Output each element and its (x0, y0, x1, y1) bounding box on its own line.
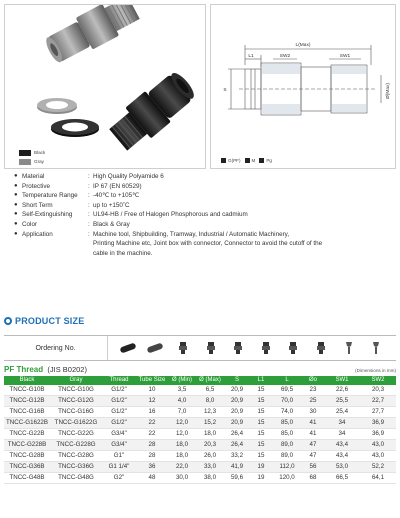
table-cell: 26,4 (224, 429, 250, 440)
table-cell: 34 (324, 418, 360, 429)
spec-key: Color (22, 220, 38, 228)
table-row (4, 462, 396, 473)
table-cell: 48 (136, 473, 168, 484)
ordering-row (4, 335, 396, 361)
finish-legend-item (19, 148, 45, 157)
table-cell: 26,0 (196, 451, 224, 462)
table-cell: 85,0 (272, 418, 302, 429)
spec-key: Protective (22, 182, 50, 190)
table-cell: TNCC-G1622B (4, 418, 50, 429)
column-header: S (224, 376, 250, 385)
table-cell: 10 (136, 385, 168, 396)
table-cell: 22,6 (324, 385, 360, 396)
table-cell: 8,0 (196, 396, 224, 407)
thread-type: PF Thread (4, 365, 44, 374)
table-cell: TNCC-G10B (4, 385, 50, 396)
table-cell: 22 (136, 429, 168, 440)
bullet-icon: ● (14, 201, 18, 208)
column-header: SW1 (324, 376, 360, 385)
thread-standard-title (4, 365, 87, 374)
table-cell: 33,0 (196, 462, 224, 473)
spec-row-continued (14, 239, 394, 249)
product-size-table (4, 335, 396, 484)
table-cell: 20,9 (224, 396, 250, 407)
table-cell: G2" (102, 473, 136, 484)
table-cell: 41,9 (224, 462, 250, 473)
table-cell: TNCC-G228G (50, 440, 102, 451)
table-row (4, 385, 396, 396)
dim-label: S (223, 88, 227, 93)
table-cell: 27,7 (360, 407, 396, 418)
table-cell: 15,2 (196, 418, 224, 429)
table-cell: TNCC-G12B (4, 396, 50, 407)
fitting-icon (257, 341, 275, 355)
spec-value: Printing Machine etc, Joint box with connector, Connector to avoid the cutoff of the (93, 240, 323, 248)
spec-value: up to +150˚C (93, 201, 130, 209)
fitting-icon (174, 341, 192, 355)
table-row (4, 451, 396, 462)
table-cell: 38,0 (196, 473, 224, 484)
dim-label: SW2 (279, 54, 291, 59)
table-cell: 47 (302, 440, 324, 451)
table-cell: 15 (250, 440, 272, 451)
spec-list (14, 172, 394, 258)
color-swatch (19, 150, 31, 156)
section-heading (4, 316, 84, 326)
table-cell: 22,0 (168, 462, 196, 473)
legend-label: G(PF) (228, 158, 241, 163)
table-cell: 19 (250, 462, 272, 473)
column-header: Gray (50, 376, 102, 385)
column-header: Ø (Min) (168, 376, 196, 385)
spec-key: Material (22, 173, 45, 180)
table-cell: 43,4 (324, 440, 360, 451)
table-cell: 41 (302, 429, 324, 440)
table-cell: TNCC-G22B (4, 429, 50, 440)
table-header (4, 376, 396, 385)
table-cell: 64,1 (360, 473, 396, 484)
table-cell: TNCC-G16G (50, 407, 102, 418)
column-header: Øo (302, 376, 324, 385)
table-cell: G1/2" (102, 418, 136, 429)
table-cell: 25,4 (324, 407, 360, 418)
table-cell: 25,5 (324, 396, 360, 407)
table-cell: 20,3 (360, 385, 396, 396)
spec-separator: : (88, 220, 90, 228)
spec-row (14, 230, 394, 240)
table-row (4, 473, 396, 484)
table-row (4, 429, 396, 440)
spec-key: Temperature Range (22, 192, 78, 200)
legend-marker (245, 158, 250, 163)
table-cell: 30 (302, 407, 324, 418)
spec-value: cable in the machine. (93, 249, 153, 257)
spec-separator: : (88, 192, 90, 200)
spec-row-continued (14, 249, 394, 259)
table-cell: 22 (136, 418, 168, 429)
technical-drawing-panel (210, 4, 396, 169)
table-cell: 66,5 (324, 473, 360, 484)
spec-value: Machine tool, Shipbuilding, Tramway, Industrial / Automatic Machinery, (93, 230, 290, 238)
spec-value: -40℃ to +105℃ (93, 192, 140, 200)
spec-value: Black & Gray (93, 220, 130, 228)
table-cell: 19 (250, 473, 272, 484)
table-cell: 47 (302, 451, 324, 462)
table-cell: 34 (324, 429, 360, 440)
table-caption (4, 365, 396, 376)
table-cell: TNCC-G22G (50, 429, 102, 440)
column-header: Ø (Max) (196, 376, 224, 385)
finish-label: Black (34, 150, 46, 155)
spec-value: IP 67 (EN 60529) (93, 182, 142, 190)
table-cell: 53,0 (324, 462, 360, 473)
table-cell: G1 1/4" (102, 462, 136, 473)
table-cell: 4,0 (168, 396, 196, 407)
table-cell: 15 (250, 429, 272, 440)
table-cell: 68 (302, 473, 324, 484)
table-cell: 30,0 (168, 473, 196, 484)
table-cell: 89,0 (272, 451, 302, 462)
table-cell: 12,0 (168, 418, 196, 429)
table-cell: TNCC-G36G (50, 462, 102, 473)
table-cell: 18,0 (168, 451, 196, 462)
spec-row (14, 210, 394, 220)
table-cell: TNCC-G228B (4, 440, 50, 451)
table-cell: 12 (136, 396, 168, 407)
table-cell: 28 (136, 440, 168, 451)
table-cell: 22,7 (360, 396, 396, 407)
bullet-icon: ● (14, 211, 18, 218)
color-swatch (19, 159, 31, 165)
section-title: PRODUCT SIZE (15, 316, 85, 326)
column-header: Tube Size (136, 376, 168, 385)
table-cell: TNCC-G48G (50, 473, 102, 484)
table-cell: 41 (302, 418, 324, 429)
product-photo-panel (4, 4, 206, 169)
table-cell: 56 (302, 462, 324, 473)
table-cell: 43,0 (360, 451, 396, 462)
table-row (4, 418, 396, 429)
bullet-icon: ● (14, 230, 18, 237)
spec-key: Application (22, 230, 53, 238)
table-cell: 23 (302, 385, 324, 396)
dim-label: SW1 (339, 54, 351, 59)
table-cell: 3,5 (168, 385, 196, 396)
legend-marker (259, 158, 264, 163)
column-header: SW2 (360, 376, 396, 385)
fitting-icon (312, 341, 330, 355)
part-thumbnails (108, 341, 396, 355)
dimension-drawing (211, 5, 396, 169)
table-cell: G1" (102, 451, 136, 462)
table-cell: G3/4" (102, 440, 136, 451)
table-cell: 59,6 (224, 473, 250, 484)
table-cell: 69,5 (272, 385, 302, 396)
dim-label: L(Max) (295, 43, 311, 48)
table-cell: 74,0 (272, 407, 302, 418)
table-cell: 28 (136, 451, 168, 462)
spec-value: UL94-HB / Free of Halogen Phosphorous and cadmium (93, 211, 248, 219)
finish-legend-item (19, 157, 45, 166)
table-cell: TNCC-G16B (4, 407, 50, 418)
table-cell: 20,3 (196, 440, 224, 451)
spec-key: Short Term (22, 201, 53, 209)
spec-separator: : (88, 230, 90, 238)
spec-separator: : (88, 173, 90, 180)
ordering-label: Ordering No. (4, 336, 108, 360)
wrench-icon (340, 341, 358, 355)
spec-row (14, 172, 394, 182)
table-cell: 112,0 (272, 462, 302, 473)
table-cell: 36,9 (360, 418, 396, 429)
table-body (4, 385, 396, 484)
table-cell: TNCC-G28G (50, 451, 102, 462)
table-cell: TNCC-G36B (4, 462, 50, 473)
table-cell: G3/4" (102, 429, 136, 440)
wrench-icon (367, 341, 385, 355)
table-cell: 36,9 (360, 429, 396, 440)
table-cell: 6,5 (196, 385, 224, 396)
column-header: L (272, 376, 302, 385)
fitting-icon (284, 341, 302, 355)
spec-separator: : (88, 201, 90, 209)
table-cell: 25 (302, 396, 324, 407)
spec-separator: : (88, 182, 90, 190)
table-row (4, 396, 396, 407)
spec-value: High Quality Polyamide 6 (93, 173, 164, 180)
bullet-icon: ● (14, 173, 18, 179)
table-cell: 12,3 (196, 407, 224, 418)
table-cell: 15 (250, 451, 272, 462)
table-cell: G1/2" (102, 396, 136, 407)
table-cell: G1/2" (102, 407, 136, 418)
table-cell: TNCC-G1622G (50, 418, 102, 429)
table-cell: TNCC-G12G (50, 396, 102, 407)
thread-standard: (JIS B0202) (47, 365, 87, 374)
dimension-unit-note: (Dimensions in mm) (355, 368, 396, 373)
table-cell: TNCC-G48B (4, 473, 50, 484)
fitting-icon (202, 341, 220, 355)
table-cell: 43,0 (360, 440, 396, 451)
table-cell: 12,0 (168, 429, 196, 440)
table-cell: 70,0 (272, 396, 302, 407)
tube-icon (119, 341, 137, 355)
table-cell: 15 (250, 418, 272, 429)
spec-row (14, 191, 394, 201)
table-cell: 26,4 (224, 440, 250, 451)
cable-gland-photo (5, 5, 206, 169)
table-cell: 43,4 (324, 451, 360, 462)
table-row (4, 407, 396, 418)
table-row (4, 440, 396, 451)
size-table (4, 376, 396, 484)
bullet-icon: ● (14, 192, 18, 199)
dim-label: L1 (248, 54, 254, 59)
legend-label: M (251, 158, 256, 163)
table-cell: 52,2 (360, 462, 396, 473)
table-cell: 85,0 (272, 429, 302, 440)
legend-marker (221, 158, 226, 163)
spec-row (14, 201, 394, 211)
spec-row (14, 182, 394, 192)
legend-label: Pg (266, 158, 272, 163)
table-cell: TNCC-G28B (4, 451, 50, 462)
finish-legend (19, 148, 45, 166)
bullet-icon: ● (14, 182, 18, 189)
table-cell: 20,9 (224, 385, 250, 396)
table-cell: 18,0 (168, 440, 196, 451)
finish-label: Gray (34, 159, 44, 164)
table-cell: 16 (136, 407, 168, 418)
table-cell: TNCC-G10G (50, 385, 102, 396)
table-cell: 89,0 (272, 440, 302, 451)
table-cell: 15 (250, 407, 272, 418)
tube-icon (146, 341, 164, 355)
thread-type-legend (217, 158, 272, 163)
spec-key: Self-Extinguishing (22, 211, 73, 219)
table-cell: 15 (250, 396, 272, 407)
table-cell: 18,0 (196, 429, 224, 440)
table-cell: 20,9 (224, 418, 250, 429)
table-cell: 20,9 (224, 407, 250, 418)
spec-row (14, 220, 394, 230)
fitting-icon (229, 341, 247, 355)
table-cell: G1/2" (102, 385, 136, 396)
column-header: Thread (102, 376, 136, 385)
table-cell: 15 (250, 385, 272, 396)
dim-label: Ø(Max) (386, 83, 391, 99)
table-cell: 33,2 (224, 451, 250, 462)
circle-icon (4, 317, 12, 325)
table-cell: 7,0 (168, 407, 196, 418)
column-header: L1 (250, 376, 272, 385)
table-cell: 36 (136, 462, 168, 473)
column-header: Black (4, 376, 50, 385)
bullet-icon: ● (14, 220, 18, 227)
table-cell: 120,0 (272, 473, 302, 484)
spec-separator: : (88, 211, 90, 219)
